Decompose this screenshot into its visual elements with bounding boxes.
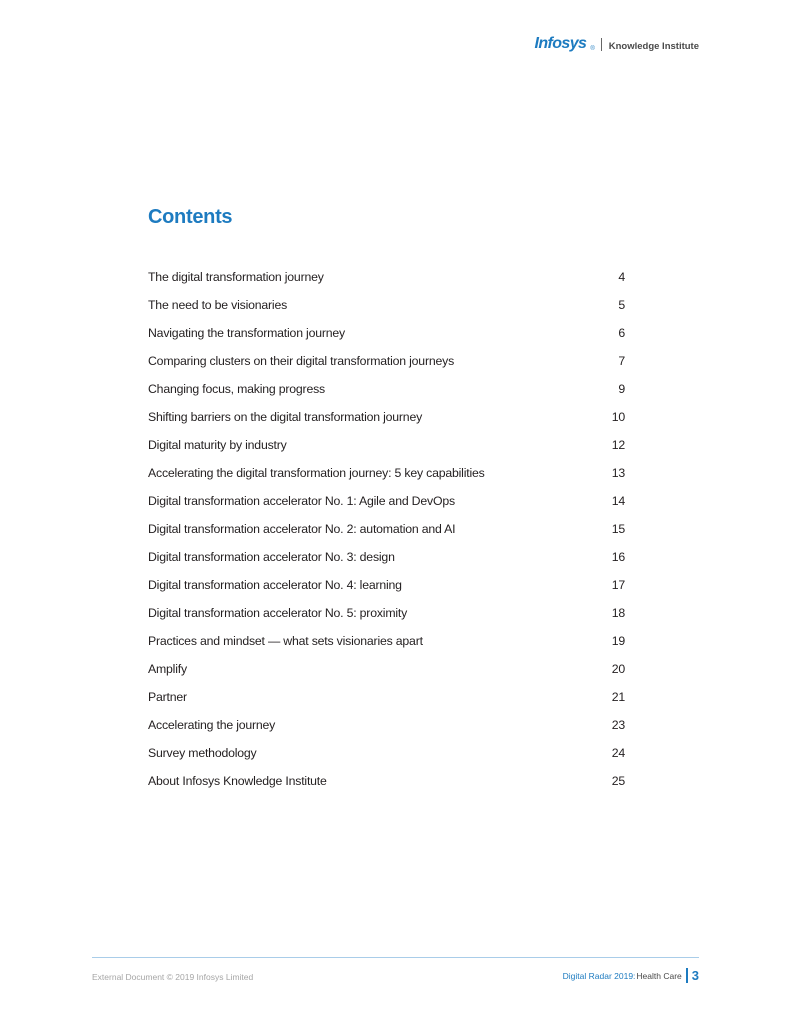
toc-entry-title: Comparing clusters on their digital transformation journeys <box>148 354 455 368</box>
toc-entry-title: Digital transformation accelerator No. 4: learning <box>148 578 402 592</box>
toc-entry[interactable] <box>148 291 625 319</box>
toc-entry[interactable] <box>148 403 625 431</box>
toc-entry-title: Partner <box>148 690 187 704</box>
toc-entry-title: The digital transformation journey <box>148 270 324 284</box>
toc-entry-page: 18 <box>611 606 625 620</box>
toc-entry-title: Digital maturity by industry <box>148 438 287 452</box>
toc-entry[interactable] <box>148 767 625 795</box>
toc-entry-title: Amplify <box>148 662 187 676</box>
toc-entry[interactable] <box>148 263 625 291</box>
toc-entry-page: 21 <box>611 690 625 704</box>
toc-entry[interactable] <box>148 571 625 599</box>
footer-divider <box>92 957 699 958</box>
toc-entry-title: Shifting barriers on the digital transformation journey <box>148 410 423 424</box>
toc-entry-title: Accelerating the digital transformation journey: 5 key capabilities <box>148 466 485 480</box>
toc-entry-page: 6 <box>618 326 625 340</box>
logo-brand: Infosys <box>534 35 587 52</box>
toc-entry[interactable] <box>148 739 625 767</box>
page-title: Contents <box>148 206 233 228</box>
logo-divider <box>601 38 602 51</box>
toc-entry-title: The need to be visionaries <box>148 298 288 312</box>
toc-entry-page: 12 <box>611 438 625 452</box>
toc-entry[interactable] <box>148 487 625 515</box>
toc-entry-page: 23 <box>611 718 625 732</box>
logo-subbrand: Knowledge Institute <box>608 40 699 52</box>
footer-section: Health Care <box>636 970 682 981</box>
toc-entry-page: 16 <box>611 550 625 564</box>
toc-entry-title: Digital transformation accelerator No. 3: design <box>148 550 395 564</box>
footer-doc-info <box>563 968 699 983</box>
toc-entry-page: 25 <box>611 774 625 788</box>
toc-entry-title: About Infosys Knowledge Institute <box>148 774 327 788</box>
toc-entry[interactable] <box>148 347 625 375</box>
toc-entry[interactable] <box>148 431 625 459</box>
toc-entry-title: Digital transformation accelerator No. 1: Agile and DevOps <box>148 494 455 508</box>
toc-entry-page: 7 <box>618 354 625 368</box>
toc-entry[interactable] <box>148 655 625 683</box>
toc-entry-title: Practices and mindset — what sets visionaries apart <box>148 634 423 648</box>
toc-entry-page: 4 <box>618 270 625 284</box>
toc-entry-page: 13 <box>611 466 625 480</box>
toc-entry[interactable] <box>148 375 625 403</box>
registered-mark-icon: ® <box>590 46 595 52</box>
toc-entry-title: Digital transformation accelerator No. 5: proximity <box>148 606 408 620</box>
toc-entry-page: 20 <box>611 662 625 676</box>
toc-entry[interactable] <box>148 319 625 347</box>
toc-entry-title: Accelerating the journey <box>148 718 276 732</box>
footer-bar-divider <box>686 968 688 983</box>
toc-entry-page: 10 <box>611 410 625 424</box>
page-number: 3 <box>691 968 699 983</box>
toc-entry[interactable] <box>148 515 625 543</box>
footer-copyright: External Document © 2019 Infosys Limited <box>92 972 254 982</box>
footer-doc-title: Digital Radar 2019: <box>562 970 636 981</box>
toc-entry-page: 24 <box>611 746 625 760</box>
infosys-logo <box>535 36 700 52</box>
toc-entry[interactable] <box>148 627 625 655</box>
toc-entry-page: 5 <box>618 298 625 312</box>
toc-entry[interactable] <box>148 543 625 571</box>
toc-entry-page: 19 <box>611 634 625 648</box>
toc-entry[interactable] <box>148 711 625 739</box>
toc-entry-page: 17 <box>611 578 625 592</box>
toc-entry[interactable] <box>148 683 625 711</box>
toc-entry-title: Navigating the transformation journey <box>148 326 345 340</box>
table-of-contents <box>148 263 625 795</box>
toc-entry[interactable] <box>148 459 625 487</box>
toc-entry-title: Digital transformation accelerator No. 2: automation and AI <box>148 522 456 536</box>
toc-entry[interactable] <box>148 599 625 627</box>
toc-entry-page: 15 <box>611 522 625 536</box>
toc-entry-title: Changing focus, making progress <box>148 382 325 396</box>
toc-entry-page: 14 <box>611 494 625 508</box>
toc-entry-page: 9 <box>618 382 625 396</box>
toc-entry-title: Survey methodology <box>148 746 257 760</box>
